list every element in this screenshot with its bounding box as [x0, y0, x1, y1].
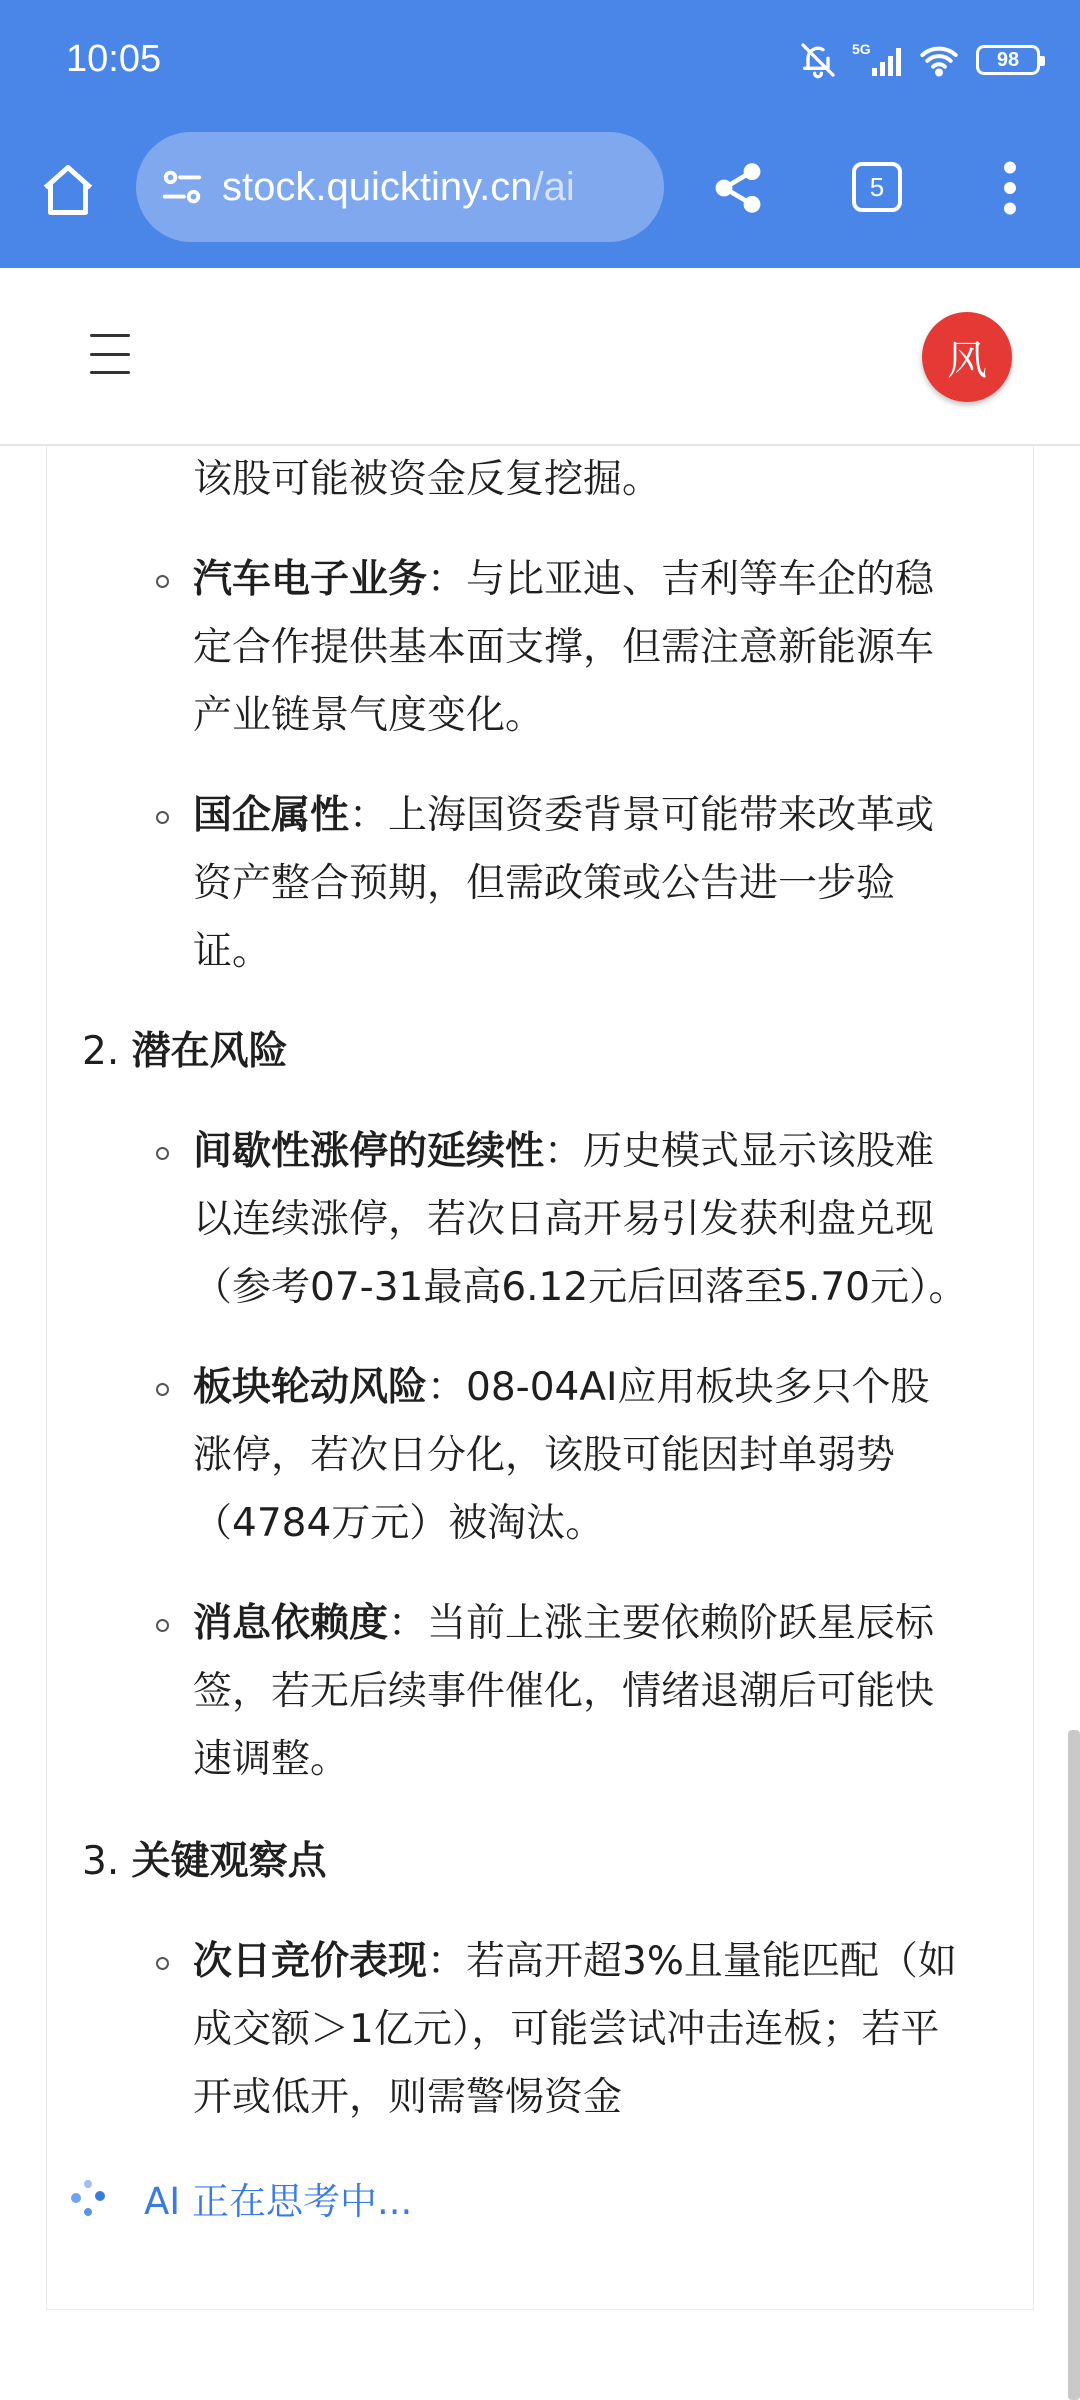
item-text: 涨停，若次日分化，该股可能因封单弱势: [193, 1433, 896, 1478]
item-text: ：08-04AI应用板块多只个股: [427, 1365, 930, 1410]
status-bar: [0, 0, 1080, 130]
item-text: 以连续涨停，若次日高开易引发获利盘兑现: [193, 1197, 935, 1242]
item-text: 定合作提供基本面支撑，但需注意新能源车: [193, 625, 935, 670]
thinking-indicator: [66, 2168, 412, 2228]
section-title: 关键观察点: [131, 1839, 327, 1884]
url-text[interactable]: [222, 165, 575, 210]
address-bar[interactable]: [136, 132, 664, 242]
overflow-menu-button[interactable]: [990, 156, 1030, 220]
bullet-icon: [156, 811, 169, 824]
item-text: ：若高开超3%且量能匹配（如: [427, 1939, 957, 1984]
share-button[interactable]: [706, 156, 770, 220]
section-title: 潜在风险: [131, 1029, 288, 1074]
item-text: ：与比亚迪、吉利等车企的稳: [427, 557, 935, 602]
network-type-label: 5G: [852, 41, 871, 57]
section-heading: [82, 1828, 327, 1896]
item-text: 成交额＞1亿元），可能尝试冲击连板；若平: [193, 2007, 940, 2052]
url-host: stock.quicktiny.cn: [222, 164, 533, 209]
item-title: 汽车电子业务: [193, 557, 428, 602]
section-heading: [82, 1018, 288, 1086]
wifi-icon: [916, 40, 962, 80]
item-text: （4784万元）被淘汰。: [193, 1501, 605, 1546]
bullet-icon: [156, 1619, 169, 1632]
scrollbar[interactable]: [1068, 1730, 1080, 2400]
item-text: ：当前上涨主要依赖阶跃星辰标: [388, 1601, 935, 1646]
bullet-icon: [156, 1383, 169, 1396]
status-icons: [798, 40, 1040, 80]
section-number: 3.: [82, 1839, 120, 1884]
item-text: 证。: [193, 929, 272, 974]
bullet-icon: [156, 575, 169, 588]
cellular-signal-icon: [852, 40, 902, 80]
page-header: [0, 268, 1080, 446]
item-title: 间歇性涨停的延续性: [193, 1129, 545, 1174]
item-text: ：历史模式显示该股难: [544, 1129, 935, 1174]
home-icon: [38, 160, 98, 220]
battery-level: 98: [996, 48, 1020, 71]
list-item: [193, 1928, 957, 1996]
url-path: /ai: [532, 164, 575, 209]
bullet-icon: [156, 1147, 169, 1160]
item-title: 消息依赖度: [193, 1601, 389, 1646]
browser-toolbar: [0, 130, 1080, 268]
mute-bell-icon: [798, 40, 838, 80]
avatar[interactable]: 风: [922, 312, 1012, 402]
share-icon: [710, 160, 766, 216]
site-settings-icon[interactable]: [156, 161, 208, 213]
browser-chrome: [0, 0, 1080, 268]
status-time: 10:05: [66, 38, 162, 80]
list-item: [193, 1354, 930, 1422]
list-item: [193, 546, 934, 614]
battery-icon: [976, 45, 1040, 75]
tab-switcher-button[interactable]: [852, 162, 902, 212]
thinking-text: AI 正在思考中...: [144, 2180, 413, 2223]
list-item: [193, 1590, 934, 1658]
item-text: 签，若无后续事件催化，情绪退潮后可能快: [193, 1669, 935, 1714]
item-title: 国企属性: [193, 793, 350, 838]
item-text: 开或低开，则需警惕资金: [193, 2075, 623, 2120]
item-text: ：上海国资委背景可能带来改革或: [349, 793, 935, 838]
section-number: 2.: [82, 1029, 120, 1074]
loading-dots-icon: [66, 2174, 114, 2222]
item-text: （参考07-31最高6.12元后回落至5.70元）。: [193, 1265, 968, 1310]
item-title: 次日竞价表现: [193, 1939, 428, 1984]
bullet-icon: [156, 1957, 169, 1970]
item-text: 产业链景气度变化。: [193, 693, 545, 738]
list-item: [193, 782, 934, 850]
list-item: [193, 1118, 934, 1186]
item-text: 速调整。: [193, 1737, 350, 1782]
home-button[interactable]: [36, 158, 100, 222]
tab-count: 5: [869, 171, 885, 202]
paragraph-line: 该股可能被资金反复挖掘。: [193, 457, 662, 502]
item-title: 板块轮动风险: [193, 1365, 428, 1410]
menu-icon[interactable]: [90, 334, 130, 374]
item-text: 资产整合预期，但需政策或公告进一步验: [193, 861, 896, 906]
more-vert-icon: [1000, 160, 1020, 216]
